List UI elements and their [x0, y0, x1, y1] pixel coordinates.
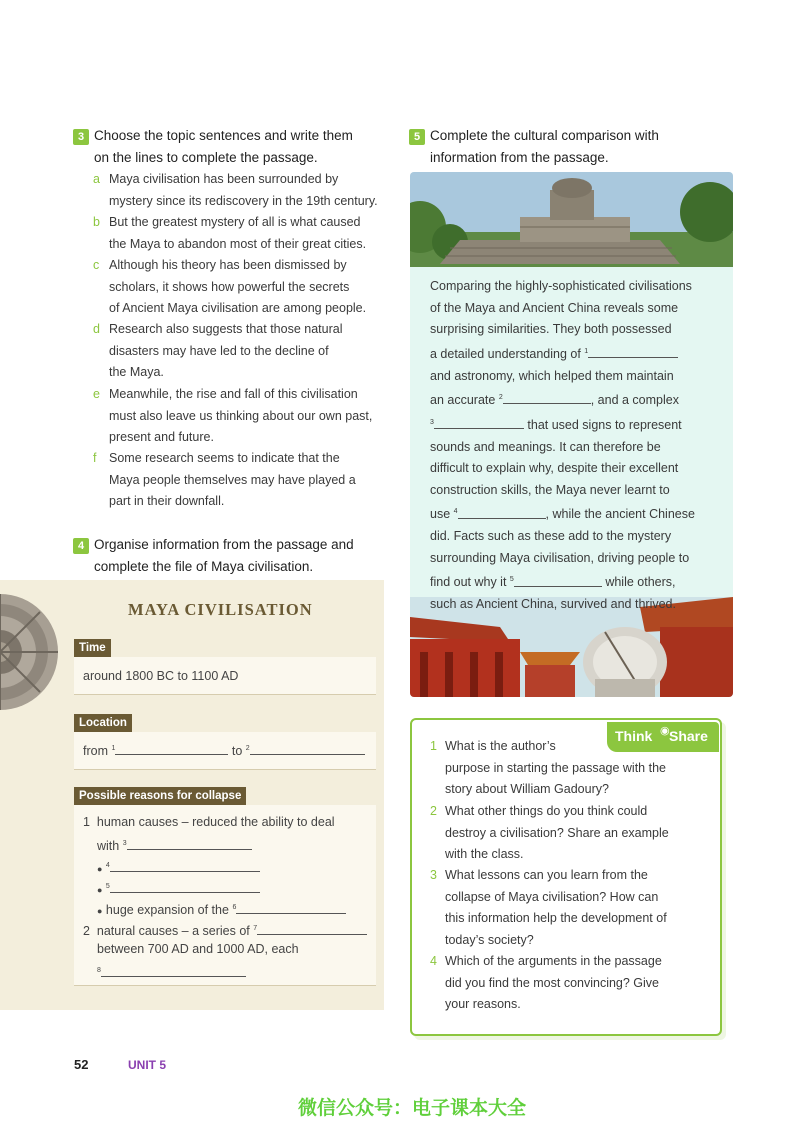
item-line: Meanwhile, the rise and fall of this civilisation: [109, 387, 358, 401]
question-line: this information help the development of: [445, 911, 667, 925]
question-line: with the class.: [445, 847, 524, 861]
q3-heading-line1: Choose the topic sentences and write them: [94, 128, 353, 143]
q3-number-badge: 3: [73, 129, 89, 145]
passage-line: did. Facts such as these add to the mystery: [430, 529, 672, 544]
item-letter: e: [93, 387, 100, 401]
item-line: the Maya.: [109, 365, 164, 379]
reason-2-line3: [97, 960, 246, 985]
bullet-icon: ●: [97, 885, 103, 896]
question-line: Which of the arguments in the passage: [445, 954, 662, 968]
item-letter: d: [93, 322, 100, 336]
lightbulb-icon: ◉: [660, 725, 670, 737]
question-line: What lessons can you learn from the: [445, 868, 648, 882]
q4-heading: [94, 534, 354, 577]
time-tag: Time: [74, 639, 111, 657]
passage-text: , and a complex: [590, 393, 679, 408]
passage-line: Comparing the highly-sophisticated civilisations: [430, 279, 692, 293]
blank-4[interactable]: [110, 859, 260, 872]
item-line: Maya people themselves may have played a: [109, 472, 356, 487]
maya-file-panel: [0, 580, 384, 1010]
question-number: 4: [430, 954, 437, 968]
blank-number: 7: [253, 925, 258, 932]
reason-1-with-line: [97, 833, 252, 858]
unit-label: UNIT 5: [128, 1058, 167, 1072]
item-line: scholars, it shows how powerful the secrets: [109, 279, 350, 294]
blank-7[interactable]: [257, 922, 367, 935]
blank-number: 1: [584, 347, 589, 355]
item-letter: a: [93, 172, 100, 186]
passage-blank-3[interactable]: [434, 416, 524, 429]
bullet-icon: ●: [97, 906, 103, 917]
blank-6[interactable]: [236, 901, 346, 914]
item-line: Some research seems to indicate that the: [109, 451, 340, 465]
question-line: did you find the most convincing? Give: [445, 975, 660, 990]
question-line: purpose in starting the passage with the: [445, 760, 666, 775]
blank-number: 3: [122, 840, 127, 847]
location-blank-2[interactable]: [250, 742, 365, 755]
passage-line: [430, 412, 720, 437]
passage-blank-4[interactable]: [458, 506, 546, 519]
passage-blank-5[interactable]: [514, 574, 602, 587]
blank-number: 6: [232, 904, 237, 911]
q5-heading: [430, 125, 659, 168]
question-number: 1: [430, 739, 437, 753]
passage-line: such as Ancient China, survived and thrived.: [430, 597, 676, 612]
blank-number: 4: [105, 862, 110, 869]
passage-line: [430, 387, 720, 412]
question-number: 2: [430, 804, 437, 818]
q3-heading: [94, 125, 353, 168]
item-line: disasters may have led to the decline of: [109, 343, 329, 358]
time-value: around 1800 BC to 1100 AD: [83, 669, 239, 683]
passage-line: sounds and meanings. It can therefore be: [430, 439, 661, 454]
reason-1: [83, 812, 335, 834]
blank-number: 3: [430, 418, 434, 426]
item-line: Maya civilisation has been surrounded by: [109, 172, 339, 186]
loc-from-label: from: [83, 744, 108, 758]
passage-text: an accurate: [430, 393, 496, 408]
bullet-text: huge expansion of the: [105, 903, 229, 918]
item-line: But the greatest mystery of all is what caused: [109, 215, 361, 229]
q4-heading-line2: complete the file of Maya civilisation.: [94, 558, 314, 574]
page-number: 52: [74, 1057, 89, 1072]
passage-line: construction skills, the Maya never learnt to: [430, 482, 670, 497]
bullet-icon: ●: [97, 864, 103, 875]
location-blank-1[interactable]: [115, 742, 228, 755]
item-line: must also leave us thinking about our own past,: [109, 408, 373, 423]
q3-heading-line2: on the lines to complete the passage.: [94, 149, 318, 165]
blank-number: 2: [498, 394, 503, 402]
blank-number: 8: [97, 967, 101, 974]
question-line: What other things do you think could: [445, 804, 648, 818]
q5-heading-line1: Complete the cultural comparison with: [430, 128, 659, 143]
comparison-passage: [430, 276, 720, 616]
reason-2-line2: between 700 AD and 1000 AD, each: [97, 942, 299, 956]
location-line: [83, 742, 365, 758]
reason-text: natural causes – a series of: [96, 924, 250, 939]
question-line: story about William Gadoury?: [445, 782, 609, 796]
loc-to-label: to: [231, 744, 243, 758]
passage-text: a detailed understanding of: [430, 346, 581, 361]
question-line: your reasons.: [445, 997, 521, 1011]
file-title: MAYA CIVILISATION: [128, 600, 313, 619]
reason-text: human causes – reduced the ability to deal: [96, 815, 335, 829]
share-label: Share: [669, 728, 708, 744]
passage-text: while others,: [605, 575, 676, 590]
item-letter: f: [93, 451, 97, 465]
item-line: the Maya to abandon most of their great cities.: [109, 236, 367, 251]
item-line: part in their downfall.: [109, 494, 225, 508]
think-label: Think: [615, 728, 653, 744]
reason-number: 1: [83, 815, 90, 829]
item-line: Although his theory has been dismissed by: [109, 258, 347, 272]
passage-line: surprising similarities. They both possessed: [430, 322, 672, 337]
passage-line: [430, 569, 720, 594]
passage-line: of the Maya and Ancient China reveals some: [430, 300, 679, 315]
passage-line: [430, 341, 720, 366]
question-line: today’s society?: [445, 932, 534, 947]
q4-number-badge: 4: [73, 538, 89, 554]
blank-number: 5: [105, 883, 110, 890]
maya-ruins-image: [410, 172, 733, 270]
q5-heading-line2: information from the passage.: [430, 149, 609, 165]
passage-text: use: [430, 507, 451, 522]
passage-text: , while the ancient Chinese: [545, 507, 695, 522]
passage-text: that used signs to represent: [527, 418, 682, 433]
blank-number: 2: [245, 744, 250, 752]
blank-number: 5: [509, 576, 514, 584]
passage-blank-1[interactable]: [588, 345, 678, 358]
blank-3[interactable]: [127, 837, 252, 850]
question-line: collapse of Maya civilisation? How can: [445, 889, 659, 904]
item-line: present and future.: [109, 430, 214, 444]
item-letter: b: [93, 215, 100, 229]
reason-number: 2: [83, 924, 90, 939]
question-line: What is the author’s: [445, 739, 556, 753]
blank-5[interactable]: [110, 880, 260, 893]
wechat-watermark: 微信公众号：电子课本大全: [298, 1098, 527, 1119]
q5-number-badge: 5: [409, 129, 425, 145]
location-tag: Location: [74, 714, 132, 732]
reasons-tag: Possible reasons for collapse: [74, 787, 246, 805]
maya-calendar-stone-image: [0, 590, 70, 720]
q4-heading-line1: Organise information from the passage and: [94, 537, 354, 552]
passage-text: find out why it: [430, 575, 507, 590]
passage-line: difficult to explain why, despite their excellent: [430, 461, 679, 476]
blank-number: 1: [111, 744, 116, 752]
reason-text: with: [97, 839, 120, 854]
passage-line: [430, 501, 720, 526]
passage-line: and astronomy, which helped them maintain: [430, 368, 674, 383]
item-line: of Ancient Maya civilisation are among people.: [109, 301, 367, 315]
passage-blank-2[interactable]: [503, 391, 591, 404]
think-share-box: [410, 718, 722, 1036]
item-line: mystery since its rediscovery in the 19th century.: [109, 193, 378, 208]
question-line: destroy a civilisation? Share an example: [445, 825, 669, 840]
item-letter: c: [93, 258, 100, 272]
blank-number: 4: [453, 508, 458, 516]
item-line: Research also suggests that those natural: [109, 322, 343, 336]
question-number: 3: [430, 868, 437, 882]
blank-8[interactable]: [101, 964, 246, 977]
passage-line: surrounding Maya civilisation, driving people to: [430, 550, 690, 565]
